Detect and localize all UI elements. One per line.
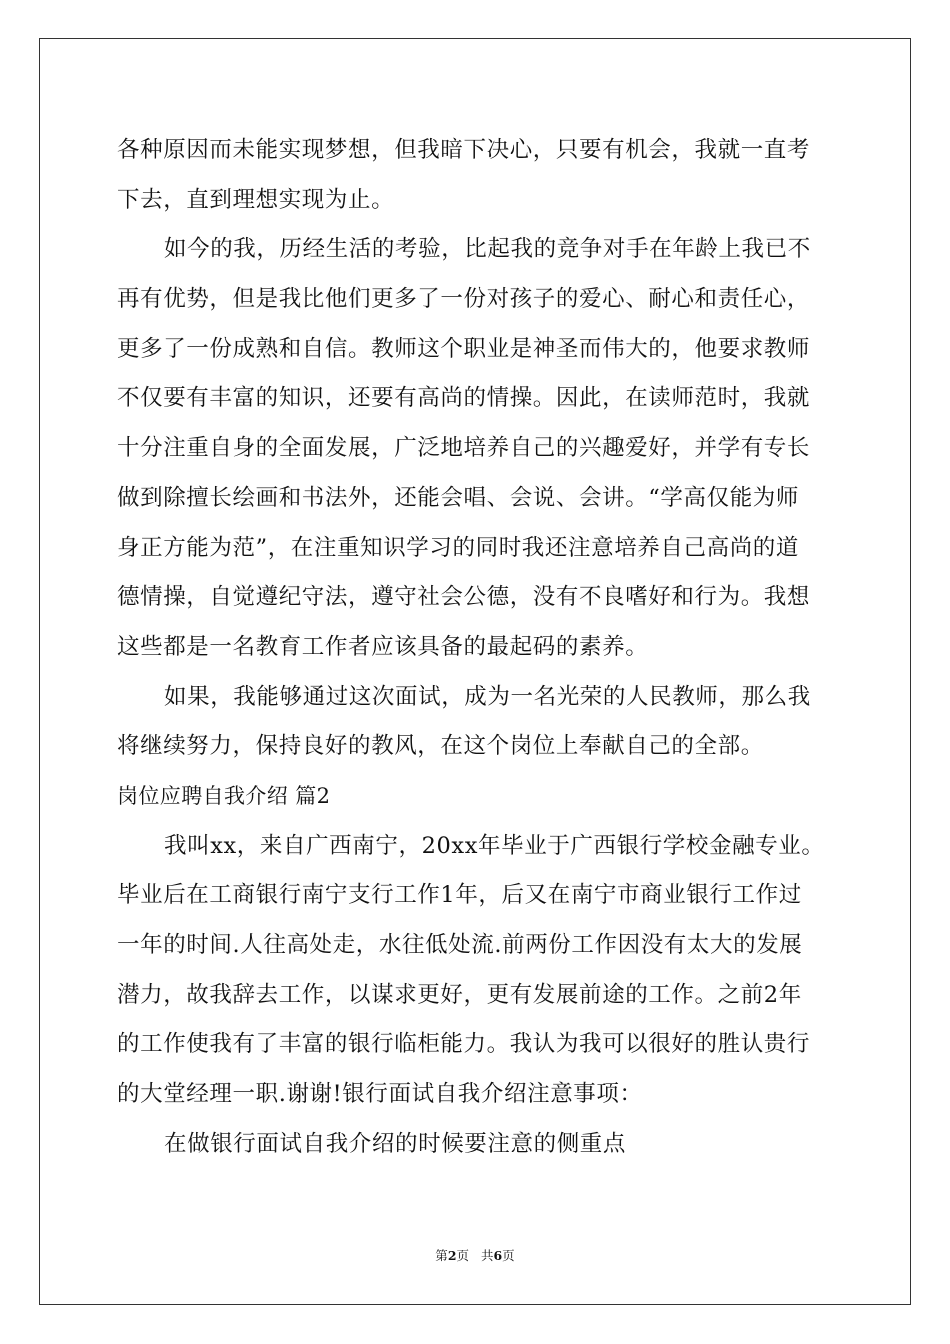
total-suffix: 页 xyxy=(502,1248,515,1263)
total-pages: 6 xyxy=(493,1248,503,1263)
text-line: 做到除擅长绘画和书法外，还能会唱、会说、会讲。“学高仅能为师 xyxy=(117,484,800,511)
text-line: 的大堂经理一职.谢谢!银行面试自我介绍注意事项： xyxy=(117,1081,643,1108)
text-line: 不仅要有丰富的知识，还要有高尚的情操。因此，在读师范时，我就 xyxy=(117,385,811,412)
page-number: 2 xyxy=(447,1248,457,1263)
text-line: 德情操，自觉遵纪守法，遵守社会公德，没有不良嗜好和行为。我想 xyxy=(117,584,811,611)
text-line: 十分注重自身的全面发展，广泛地培养自己的兴趣爱好，并学有专长 xyxy=(117,435,811,462)
text-line: 这些都是一名教育工作者应该具备的最起码的素养。 xyxy=(117,633,649,660)
text-line: 毕业后在工商银行南宁支行工作1年，后又在南宁市商业银行工作过 xyxy=(117,882,802,909)
text-line: 的工作使我有了丰富的银行临柜能力。我认为我可以很好的胜认贵行 xyxy=(117,1031,811,1058)
text-line: 潜力，故我辞去工作，以谋求更好，更有发展前途的工作。之前2年 xyxy=(117,981,802,1008)
text-line: 各种原因而未能实现梦想，但我暗下决心，只要有机会，我就一直考 xyxy=(117,137,811,163)
document-body xyxy=(117,126,862,1169)
text-line: 更多了一份成熟和自信。教师这个职业是神圣而伟大的，他要求教师 xyxy=(117,335,811,362)
text-line: 身正方能为范”，在注重知识学习的同时我还注意培养自己高尚的道 xyxy=(117,534,800,561)
page-suffix: 页 xyxy=(456,1248,470,1263)
text-line: 将继续努力，保持良好的教风，在这个岗位上奉献自己的全部。 xyxy=(117,733,764,760)
text-line: 下去，直到理想实现为止。 xyxy=(117,186,395,213)
text-line: 如今的我，历经生活的考验，比起我的竞争对手在年龄上我已不 xyxy=(164,236,811,263)
text-line: 我叫xx，来自广西南宁，20xx年毕业于广西银行学校金融专业。 xyxy=(164,832,825,859)
page-footer xyxy=(0,1248,950,1264)
total-prefix: 共 xyxy=(480,1248,494,1263)
page-prefix: 第 xyxy=(435,1248,448,1263)
text-line: 如果，我能够通过这次面试，成为一名光荣的人民教师，那么我 xyxy=(164,683,811,710)
text-line: 在做银行面试自我介绍的时候要注意的侧重点 xyxy=(164,1130,627,1157)
section-heading: 岗位应聘自我介绍 篇2 xyxy=(117,783,331,808)
text-line: 一年的时间.人往高处走，水往低处流.前两份工作因没有太大的发展 xyxy=(117,932,803,958)
text-line: 再有优势，但是我比他们更多了一份对孩子的爱心、耐心和责任心， xyxy=(117,286,811,313)
